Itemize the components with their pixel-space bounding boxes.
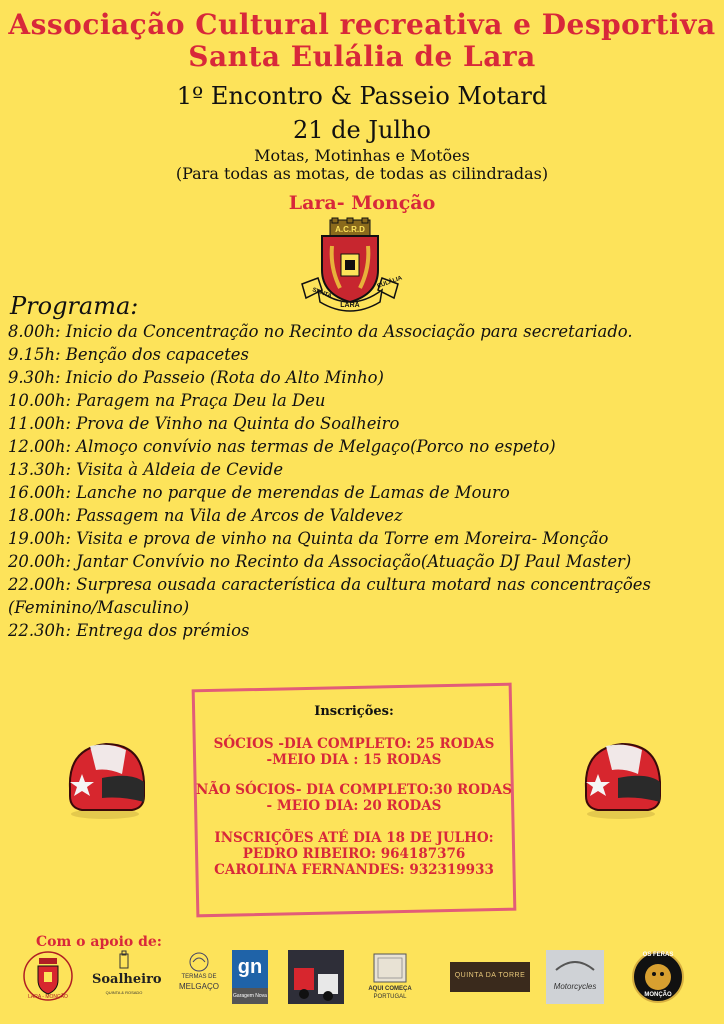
tower-icon xyxy=(92,950,156,970)
schedule-item: 19.00h: Visita e prova de vinho na Quinta da Torre em Moreira- Monção xyxy=(8,529,609,548)
schedule-item: 20.00h: Jantar Convívio no Recinto da Associação(Atuação DJ Paul Master) xyxy=(8,552,632,571)
sponsor-lara-logo xyxy=(22,950,74,1004)
socios-price-full: SÓCIOS -DIA COMPLETO: 25 RODAS xyxy=(213,736,495,752)
schedule-item: 13.30h: Visita à Aldeia de Cevide xyxy=(8,460,284,479)
schedule-item: 8.00h: Inicio da Concentração no Recinto da Associação para secretariado. xyxy=(8,322,633,341)
helmet-icon xyxy=(578,738,664,820)
emblem-ribbon-center: LARA xyxy=(340,302,360,309)
schedule-item: 9.30h: Inicio do Passeio (Rota do Alto Minho) xyxy=(8,368,384,387)
event-title: 1º Encontro & Passeio Motard xyxy=(176,82,548,110)
event-location: Lara- Monção xyxy=(288,192,436,214)
sponsor-gn-sub: Garagem Nova xyxy=(232,988,268,1004)
sponsor-lara-text: LARA - MONÇÃO xyxy=(28,994,68,1000)
sponsor-feras-logo xyxy=(628,950,688,1004)
sponsor-gn-logo xyxy=(232,950,268,1004)
sponsor-aqui-line1: AQUI COMEÇA xyxy=(368,986,412,992)
stone-monument-icon xyxy=(364,950,416,984)
schedule-item: 9.15h: Benção dos capacetes xyxy=(8,345,249,364)
sponsor-quinta-torre-logo xyxy=(450,962,530,992)
moto-emblem-icon xyxy=(546,950,604,980)
sponsor-soalheiro-sub: QUINTA & ROSADO xyxy=(105,990,143,995)
schedule-item: 11.00h: Prova de Vinho na Quinta do Soalheiro xyxy=(8,414,400,433)
schedule-item: 16.00h: Lanche no parque de merendas de Lamas de Mouro xyxy=(8,483,510,502)
sponsors-title: Com o apoio de: xyxy=(36,934,162,950)
association-title-line1: Associação Cultural recreativa e Desportiva xyxy=(8,8,716,41)
contact-carolina: CAROLINA FERNANDES: 932319933 xyxy=(214,862,494,878)
sponsor-quinta-torre-text: QUINTA DA TORRE xyxy=(454,972,526,979)
schedule-item: 12.00h: Almoço convívio nas termas de Melgaço(Porco no espeto) xyxy=(8,437,556,456)
registration-deadline: INSCRIÇÕES ATÉ DIA 18 DE JULHO: xyxy=(214,830,494,846)
schedule-item: 22.30h: Entrega dos prémios xyxy=(8,621,250,640)
event-note: (Para todas as motas, de todas as cilindradas) xyxy=(175,164,549,183)
motorcycle-photo-icon xyxy=(288,950,344,1004)
registration-title: Inscrições: xyxy=(314,704,394,719)
sponsor-feras-top: OS FERAS xyxy=(642,952,674,958)
sponsor-termas-line1: TERMAS DE xyxy=(181,974,217,980)
contact-pedro: PEDRO RIBEIRO: 964187376 xyxy=(242,846,466,862)
schedule-list xyxy=(8,320,720,642)
schedule-item: 10.00h: Paragem na Praça Deu la Deu xyxy=(8,391,326,410)
programa-title: Programa: xyxy=(10,292,139,320)
sponsor-aqui-line2: PORTUGAL xyxy=(373,994,407,1000)
sponsor-aqui-comeca-logo xyxy=(364,950,416,1004)
helmet-icon xyxy=(62,738,148,820)
sponsor-soalheiro-logo xyxy=(92,950,162,1004)
nao-socios-price-full: NÃO SÓCIOS- DIA COMPLETO:30 RODAS xyxy=(196,782,512,798)
acrd-emblem-logo xyxy=(300,218,404,312)
schedule-item: 18.00h: Passagem na Vila de Arcos de Valdevez xyxy=(8,506,403,525)
sponsor-moto-logo xyxy=(546,950,604,1004)
sponsor-termas-logo xyxy=(172,950,226,1004)
emblem-ribbon-right: EULÁLIA xyxy=(376,275,404,290)
socios-price-half: -MEIO DIA : 15 RODAS xyxy=(266,752,442,768)
sponsor-soalheiro-text: Soalheiro xyxy=(92,972,162,987)
sponsor-feras-bottom: MONÇÃO xyxy=(644,992,672,998)
spring-icon xyxy=(172,950,226,974)
sponsor-moto-text: Motorcycles xyxy=(553,982,597,991)
association-title-line2: Santa Eulália de Lara xyxy=(188,40,536,73)
schedule-item: 22.00h: Surpresa ousada característica da cultura motard nas concentrações (Feminino/Masculino) xyxy=(8,575,651,617)
emblem-ribbon-left: SANTA xyxy=(311,287,333,300)
emblem-top-text: A.C.R.D xyxy=(335,225,365,234)
event-tagline: Motas, Motinhas e Motões xyxy=(254,146,470,165)
sponsor-photo-logo xyxy=(288,950,344,1004)
event-date: 21 de Julho xyxy=(292,116,432,144)
nao-socios-price-half: - MEIO DIA: 20 RODAS xyxy=(266,798,442,814)
sponsor-termas-line2: MELGAÇO xyxy=(178,982,219,991)
sponsor-gn-text: gn xyxy=(237,956,263,978)
